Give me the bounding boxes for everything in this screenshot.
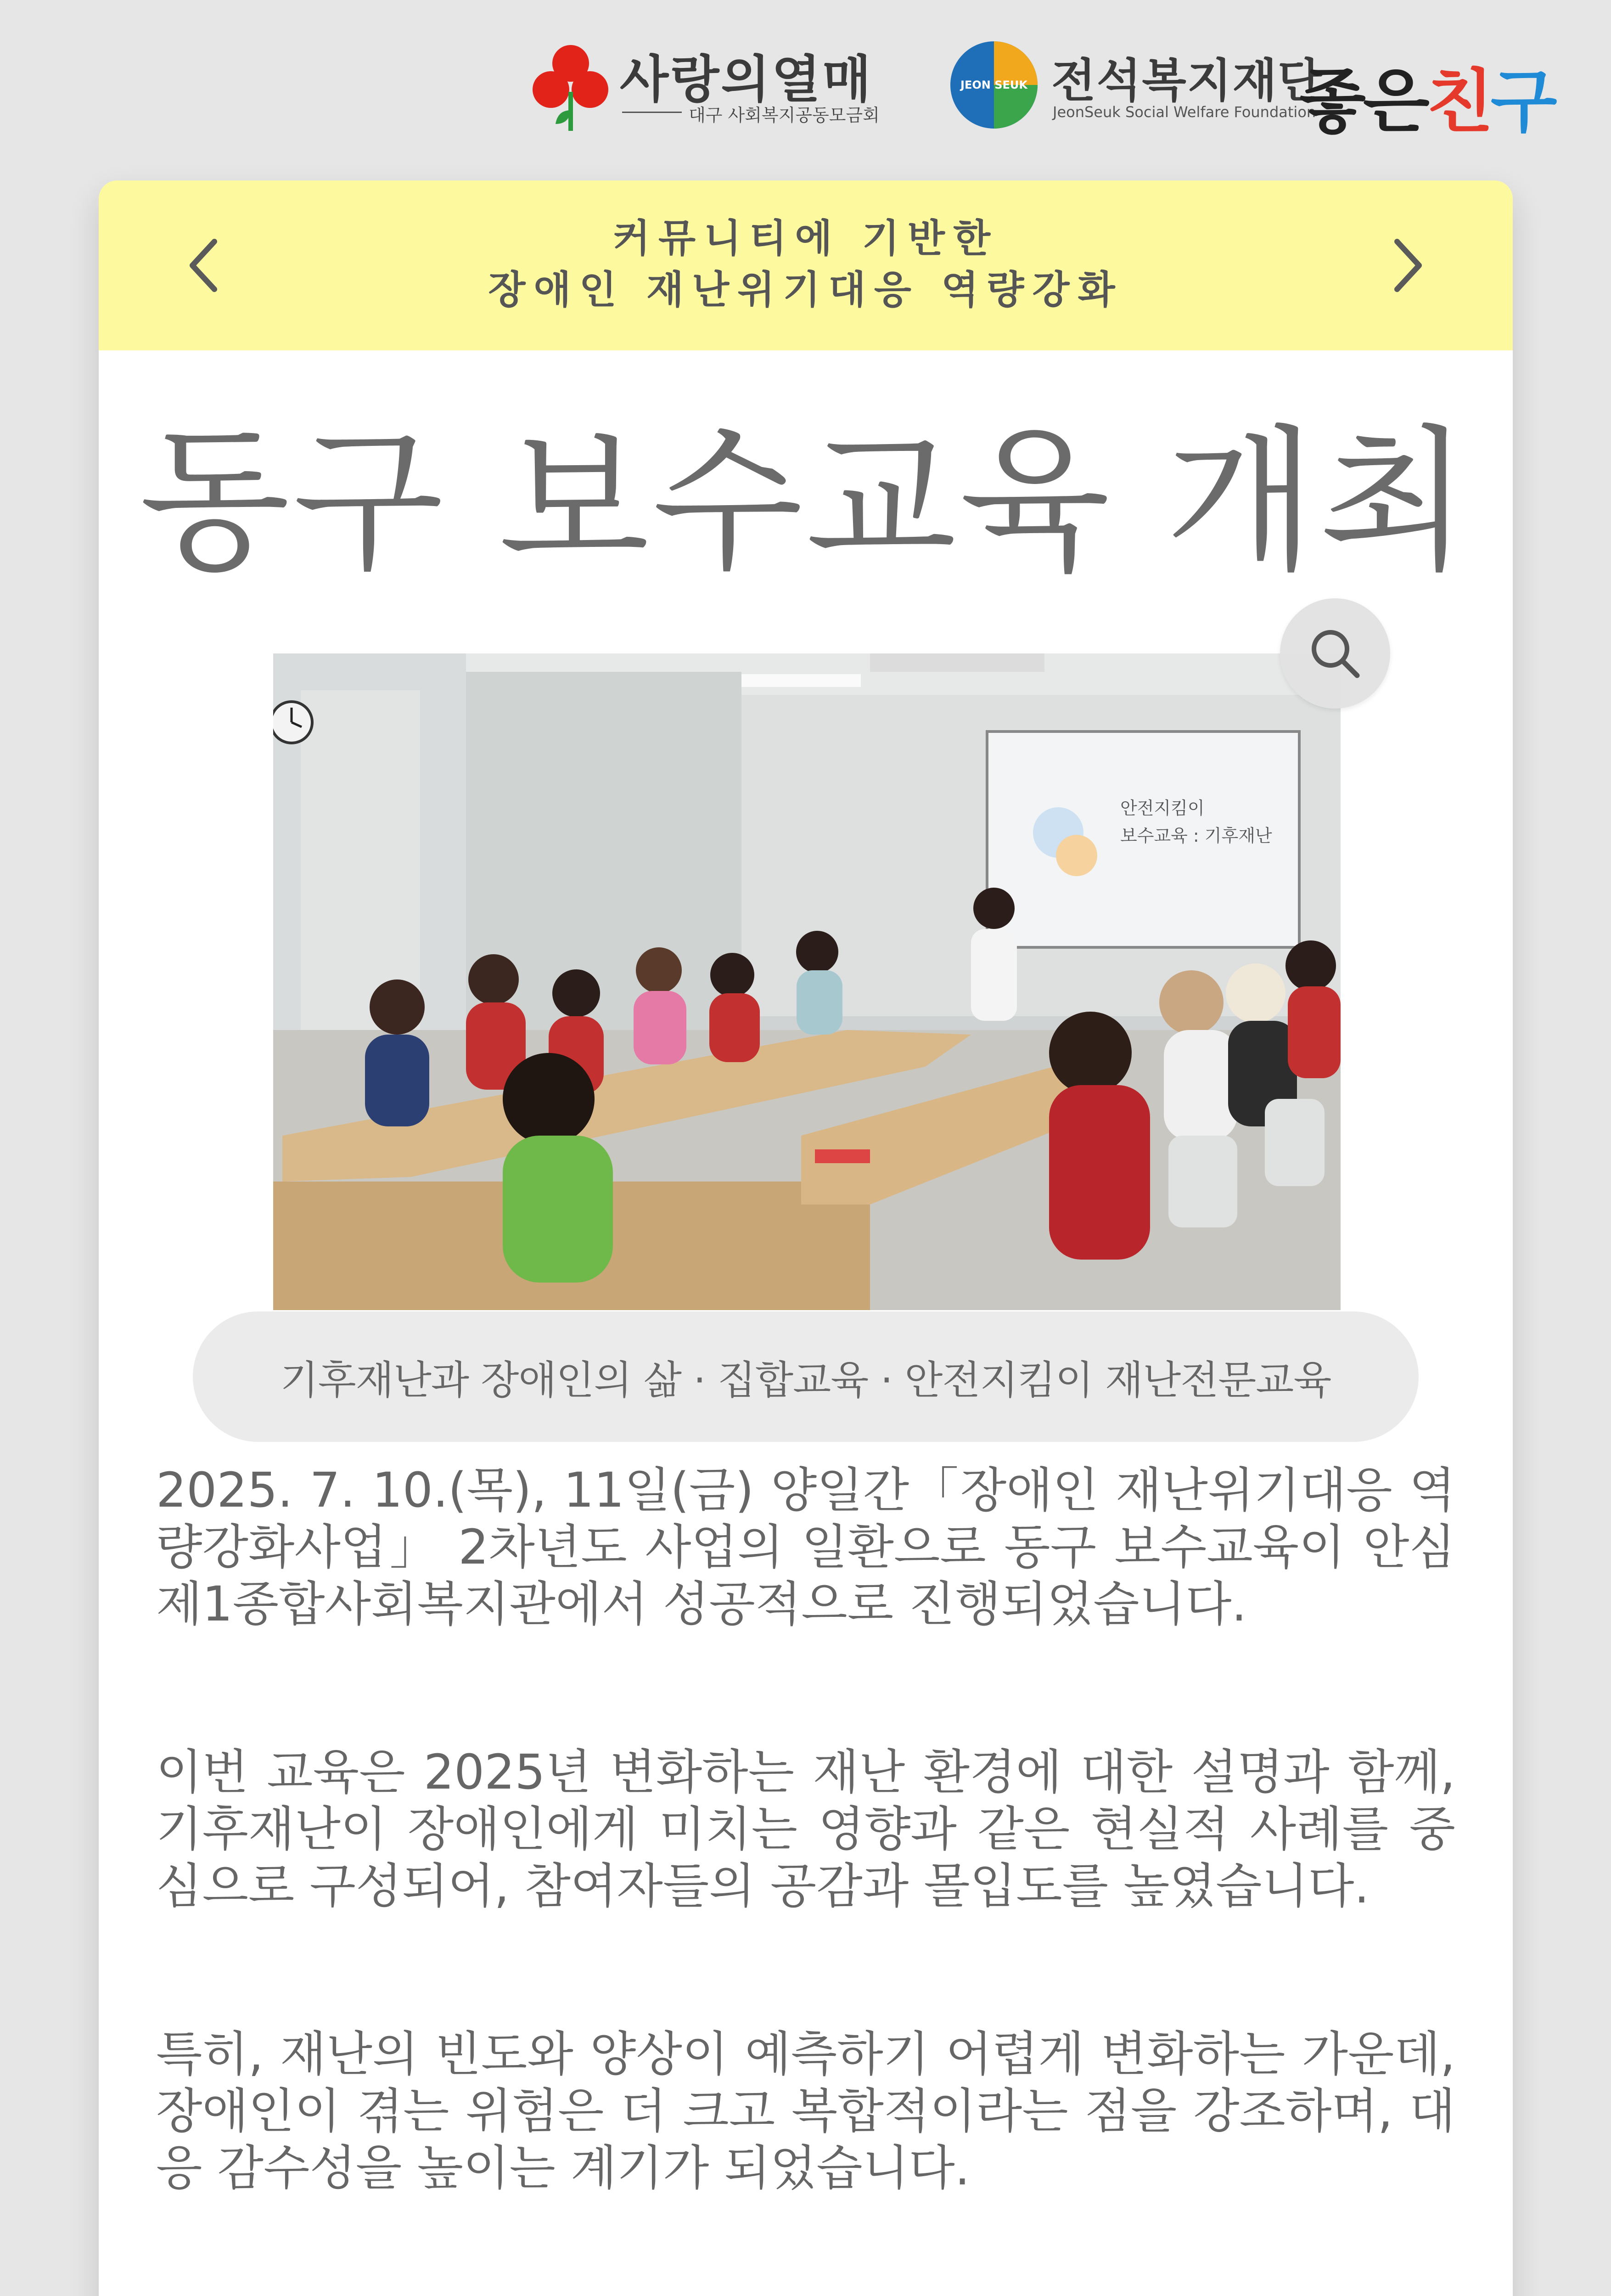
good-friend-part1: 좋은 xyxy=(1299,62,1427,142)
prev-button[interactable] xyxy=(170,231,239,300)
search-icon xyxy=(1308,626,1363,681)
next-button[interactable] xyxy=(1373,231,1442,300)
classroom-illustration xyxy=(273,653,1341,1310)
project-title xyxy=(282,213,1329,315)
event-photo[interactable] xyxy=(273,653,1341,1310)
screen-text-line2: 보수교육 : 기후재난 xyxy=(1120,826,1272,846)
divider xyxy=(622,112,682,113)
paragraph: 특히, 재난의 빈도와 양상이 예측하기 어렵게 변화하는 가운데, 장애인이 겪는 위험은 더 크고 복합적이라는 점을 강조하며, 대응 감수성을 높이는 계기가 되었습니다. xyxy=(156,2026,1455,2196)
good-friend-logo xyxy=(1299,46,1555,145)
love-fruit-subtitle: 대구 사회복지공동모금회 xyxy=(689,105,880,125)
project-title-line1: 커뮤니티에 기반한 xyxy=(612,216,999,261)
article-body xyxy=(156,1462,1455,2296)
good-friend-part2: 친 xyxy=(1426,62,1491,142)
logo-bar xyxy=(528,37,1555,142)
jeonseuk-logo xyxy=(948,37,1323,138)
jeonseuk-mark-text: JEON SEUK xyxy=(960,79,1027,91)
page-title: 동구 보수교육 개최 xyxy=(139,411,1472,593)
love-fruit-logo xyxy=(528,37,895,138)
paragraph: 2025. 7. 10.(목), 11일(금) 양일간「장애인 재난위기대응 역량강화사업」 2차년도 사업의 일환으로 동구 보수교육이 안심제1종합사회복지관에서 성공적으로 진행되었습니다. xyxy=(156,1462,1455,1632)
love-fruit-title: 사랑의열매 xyxy=(620,50,873,109)
jeonseuk-subtitle: JeonSeuk Social Welfare Foundation xyxy=(1053,103,1316,121)
love-fruit-icon xyxy=(530,41,611,133)
project-title-line2: 장애인 재난위기대응 역량강화 xyxy=(488,267,1123,312)
zoom-button[interactable] xyxy=(1280,598,1390,709)
paragraph: 이번 교육은 2025년 변화하는 재난 환경에 대한 설명과 함께, 기후재난이 장애인에게 미치는 영향과 같은 현실적 사례를 중심으로 구성되어, 참여자들의 공감과 몰입도를 높였습니다. xyxy=(156,1744,1455,1914)
news-card xyxy=(99,180,1513,2296)
card-header xyxy=(99,180,1513,350)
screen-text-line1: 안전지킴이 xyxy=(1120,798,1205,818)
jeonseuk-title: 전석복지재단 xyxy=(1051,54,1323,107)
chevron-left-icon xyxy=(186,238,223,293)
jeonseuk-mark-icon xyxy=(948,39,1042,131)
chevron-right-icon xyxy=(1389,238,1426,293)
good-friend-part3: 구 xyxy=(1490,62,1555,142)
photo-caption: 기후재난과 장애인의 삶 · 집합교육 · 안전지킴이 재난전문교육 xyxy=(193,1311,1419,1442)
